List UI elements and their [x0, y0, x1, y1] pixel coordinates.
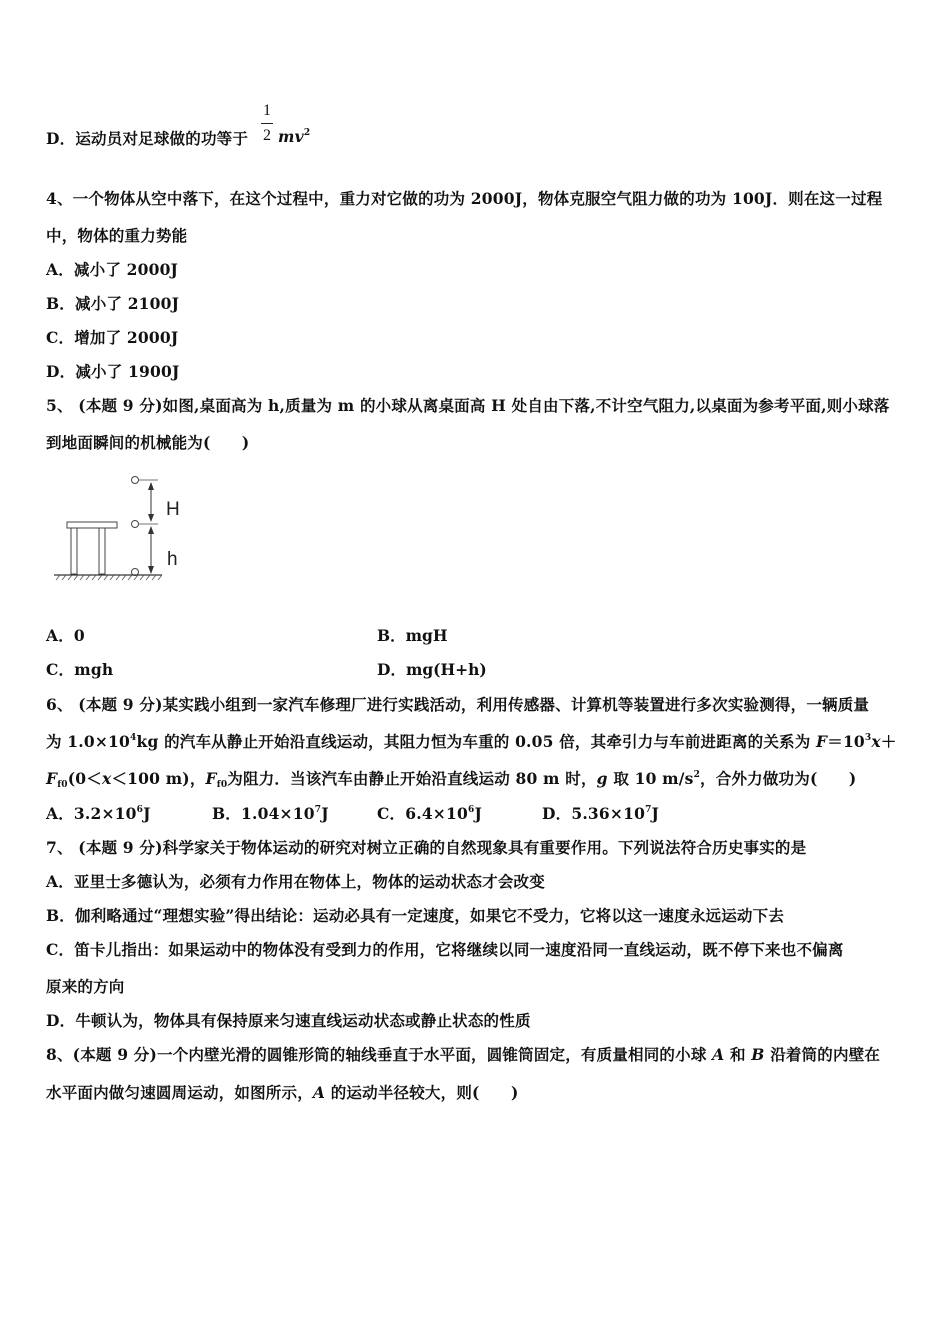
- q3-mv: mv: [278, 127, 304, 146]
- q4-option-a: A．减小了 2000J: [46, 260, 179, 279]
- q6-optA-exp: 6: [136, 805, 144, 815]
- q3-fraction-bar: [261, 123, 273, 124]
- q6-optB-exp: 7: [314, 805, 322, 815]
- q3-fraction-numerator: 1: [263, 102, 271, 119]
- q6-g-val: 取 10 m/s: [607, 769, 694, 788]
- q5-stem-line1: 5、 (本题 9 分)如图,桌面高为 h,质量为 m 的小球从离桌面高 H 处自由下落,不计空气阻力,以桌面为参考平面,则小球落: [46, 396, 890, 415]
- q6-range-b: ＜100 m)，: [111, 769, 206, 788]
- q8-ball-B: B: [751, 1045, 765, 1064]
- q7-option-c-line1: C．笛卡儿指出：如果运动中的物体没有受到力的作用，它将继续以同一速度沿同一直线运动，既不停下来也不偏离: [46, 940, 844, 959]
- q4-option-c: C．增加了 2000J: [46, 328, 179, 347]
- q6-optC-exp: 6: [467, 805, 475, 815]
- q3-mv-exp: 2: [303, 128, 311, 138]
- q5-option-c: C．mgh: [46, 660, 114, 679]
- q6-option-c: [377, 802, 482, 824]
- ball-middle: [132, 521, 139, 528]
- q6-question: ，合外力做功为( ): [700, 769, 857, 788]
- q3-fraction-denominator: 2: [263, 127, 271, 144]
- q3-option-d: [46, 127, 248, 149]
- q4-stem-line2: 中，物体的重力势能: [46, 226, 188, 245]
- q4-stem-line1: 4、一个物体从空中落下，在这个过程中，重力对它做的功为 2000J，物体克服空气阻力做的功为 100J．则在这一过程: [46, 189, 883, 208]
- q6-x: x: [871, 732, 881, 751]
- q8-ball-A: A: [712, 1045, 725, 1064]
- q8-ball-A2: A: [312, 1083, 326, 1102]
- q6-Ff2: F: [205, 769, 217, 788]
- q6-line3: [46, 767, 856, 789]
- label-h: h: [167, 549, 178, 570]
- q6-line1: 6、 (本题 9 分)某实践小组到一家汽车修理厂进行实践活动，利用传感器、计算机等装置进行多次实验测得，一辆质量: [46, 695, 870, 714]
- q3-option-d-expression: [278, 127, 310, 146]
- q7-option-b: B．伽利略通过“理想实验”得出结论：运动必具有一定速度，如果它不受力，它将以这一速度永远运动下去: [46, 906, 785, 925]
- q6-g: g: [596, 769, 608, 788]
- q8-text-c: 沿着筒的内壁在: [764, 1045, 881, 1064]
- q5-option-b: B．mgH: [377, 626, 448, 645]
- q6-option-d: [542, 802, 659, 824]
- q6-optD-exp: 7: [645, 805, 652, 815]
- label-H: H: [166, 499, 180, 520]
- q6-option-b: [212, 802, 329, 824]
- q6-g-exp: 2: [693, 770, 701, 780]
- q6-line2: [46, 730, 897, 752]
- q5-stem-line2: 到地面瞬间的机械能为( ): [46, 433, 250, 452]
- q6-optC-unit: J: [474, 804, 482, 823]
- q6-range-x: x: [101, 769, 112, 788]
- q8-text-a: 8、(本题 9 分)一个内壁光滑的圆锥形筒的轴线垂直于水平面，圆锥筒固定，有质量相同的小球: [46, 1045, 713, 1064]
- q6-Ff: F: [46, 769, 58, 788]
- q7-option-c-line2: 原来的方向: [46, 977, 125, 996]
- q3-option-d-prefix: D．运动员对足球做的功等于: [46, 129, 249, 148]
- q6-optA-text: A．3.2×10: [46, 804, 137, 823]
- q6-optC-text: C．6.4×10: [377, 804, 468, 823]
- q6-mass-exp: 4: [130, 733, 137, 743]
- q6-Ff2-sub: f0: [216, 780, 228, 790]
- q6-optD-text: D．5.36×10: [542, 804, 646, 823]
- q6-optB-text: B．1.04×10: [212, 804, 315, 823]
- q4-option-b: B．减小了 2100J: [46, 294, 180, 313]
- q6-optA-unit: J: [143, 804, 151, 823]
- q8-and: 和: [724, 1045, 752, 1064]
- q5-option-a: A．0: [46, 626, 85, 645]
- q6-eq: ＝10: [827, 732, 865, 751]
- q6-mass: 为 1.0×10: [46, 732, 131, 751]
- q6-eq-exp: 3: [864, 733, 872, 743]
- q5-table-figure: [50, 468, 200, 590]
- q8-text2-a: 水平面内做匀速圆周运动，如图所示，: [46, 1083, 313, 1102]
- q6-text3: 为阻力．当该汽车由静止开始沿直线运动 80 m 时，: [227, 769, 597, 788]
- ball-top: [132, 477, 139, 484]
- q6-F: F: [816, 732, 828, 751]
- q5-option-d: D．mg(H+h): [377, 660, 487, 679]
- q6-option-a: [46, 802, 151, 824]
- q4-option-d: D．减小了 1900J: [46, 362, 180, 381]
- q6-Ff-sub: f0: [57, 780, 68, 790]
- q6-optD-unit: J: [651, 804, 660, 823]
- table-leg-right: [99, 528, 105, 574]
- q6-range-a: (0＜: [67, 769, 102, 788]
- table-top: [67, 522, 117, 528]
- q7-stem: 7、 (本题 9 分)科学家关于物体运动的研究对树立正确的自然现象具有重要作用。下列说法符合历史事实的是: [46, 838, 807, 857]
- q8-text2-b: 的运动半径较大，则( ): [325, 1083, 519, 1102]
- q6-plus: ＋: [880, 732, 897, 751]
- q6-optB-unit: J: [321, 804, 329, 823]
- q7-option-d: D．牛顿认为，物体具有保持原来匀速直线运动状态或静止状态的性质: [46, 1011, 531, 1030]
- q8-line1: [46, 1043, 880, 1065]
- q8-line2: [46, 1081, 519, 1103]
- q6-text: kg 的汽车从静止开始沿直线运动，其阻力恒为车重的 0.05 倍，其牵引力与车前进距离的关系为: [136, 732, 817, 751]
- table-leg-left: [71, 528, 77, 574]
- q7-option-a: A．亚里士多德认为，必须有力作用在物体上，物体的运动状态才会改变: [46, 872, 545, 891]
